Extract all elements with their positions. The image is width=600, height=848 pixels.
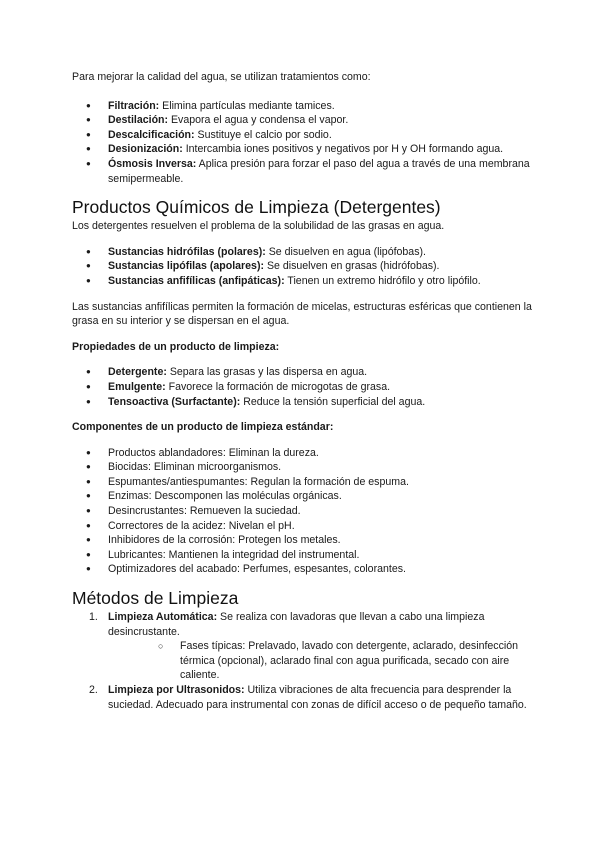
components-title: Componentes de un producto de limpieza estándar:	[72, 421, 334, 434]
list-item: ● Inhibidores de la corrosión: Protegen los metales.	[72, 533, 532, 548]
list-item: ● Sustancias lipófilas (apolares): Se disuelven en grasas (hidrófobas).	[72, 259, 532, 274]
micelles-paragraph: Las sustancias anfifílicas permiten la formación de micelas, estructuras esféricas que contienen la grasa en su interior y se dispersan en el agua.	[72, 300, 532, 328]
properties-title: Propiedades de un producto de limpieza:	[72, 340, 280, 353]
list-item: ● Correctores de la acidez: Nivelan el pH.	[72, 519, 532, 534]
section-heading-detergents: Productos Químicos de Limpieza (Detergentes)	[72, 197, 441, 218]
sub-list	[108, 639, 532, 683]
list-item: ● Biocidas: Eliminan microorganismos.	[72, 460, 532, 475]
list-item: 2. Limpieza por Ultrasonidos: Utiliza vibraciones de alta frecuencia para desprender la suciedad. Adecuado para instrumental con zonas de difícil acceso o de pequeño tamaño.	[89, 684, 527, 711]
list-item: ● Desincrustantes: Remueven la suciedad.	[72, 504, 532, 519]
list-item: ● Destilación: Evapora el agua y condensa el vapor.	[72, 113, 532, 128]
list-item: ● Tensoactiva (Surfactante): Reduce la tensión superficial del agua.	[72, 395, 532, 410]
components-list	[72, 446, 532, 577]
list-item: ● Emulgente: Favorece la formación de microgotas de grasa.	[72, 380, 532, 395]
substances-list	[72, 245, 532, 289]
section-heading-methods: Métodos de Limpieza	[72, 588, 239, 609]
list-item: ● Ósmosis Inversa: Aplica presión para forzar el paso del agua a través de una membrana semipermeable.	[72, 157, 532, 186]
detergents-lead: Los detergentes resuelven el problema de la solubilidad de las grasas en agua.	[72, 220, 445, 233]
list-item: ● Enzimas: Descomponen las moléculas orgánicas.	[72, 489, 532, 504]
list-item: ● Optimizadores del acabado: Perfumes, espesantes, colorantes.	[72, 562, 532, 577]
document-content	[72, 70, 532, 712]
methods-list	[72, 610, 532, 712]
list-item: ● Productos ablandadores: Eliminan la dureza.	[72, 446, 532, 461]
list-item: ● Descalcificación: Sustituye el calcio por sodio.	[72, 128, 532, 143]
list-item: ● Sustancias hidrófilas (polares): Se disuelven en agua (lipófobas).	[72, 245, 532, 260]
list-item: 1. Limpieza Automática: Se realiza con lavadoras que llevan a cabo una limpieza desincrustante. ○ Fases típicas: Prelavado, lavado con detergente, aclarado, desinfección térmica (opcional), aclarado final con agua purificada, secado con aire caliente.	[72, 610, 532, 683]
properties-list	[72, 365, 532, 409]
intro-paragraph: Para mejorar la calidad del agua, se utilizan tratamientos como:	[72, 71, 371, 83]
list-item: ● Lubricantes: Mantienen la integridad del instrumental.	[72, 548, 532, 563]
sub-list-item: ○ Fases típicas: Prelavado, lavado con detergente, aclarado, desinfección térmica (opcional), aclarado final con agua purificada, secado con aire caliente.	[144, 639, 532, 683]
list-item: ● Sustancias anfifílicas (anfipáticas): Tienen un extremo hidrófilo y otro lipófilo.	[72, 274, 532, 289]
list-item: ● Filtración: Elimina partículas mediante tamices.	[72, 99, 532, 114]
list-item: ● Desionización: Intercambia iones positivos y negativos por H y OH formando agua.	[72, 142, 532, 157]
list-item: ● Espumantes/antiespumantes: Regulan la formación de espuma.	[72, 475, 532, 490]
treatments-list	[72, 99, 532, 187]
list-item: ● Detergente: Separa las grasas y las dispersa en agua.	[72, 365, 532, 380]
